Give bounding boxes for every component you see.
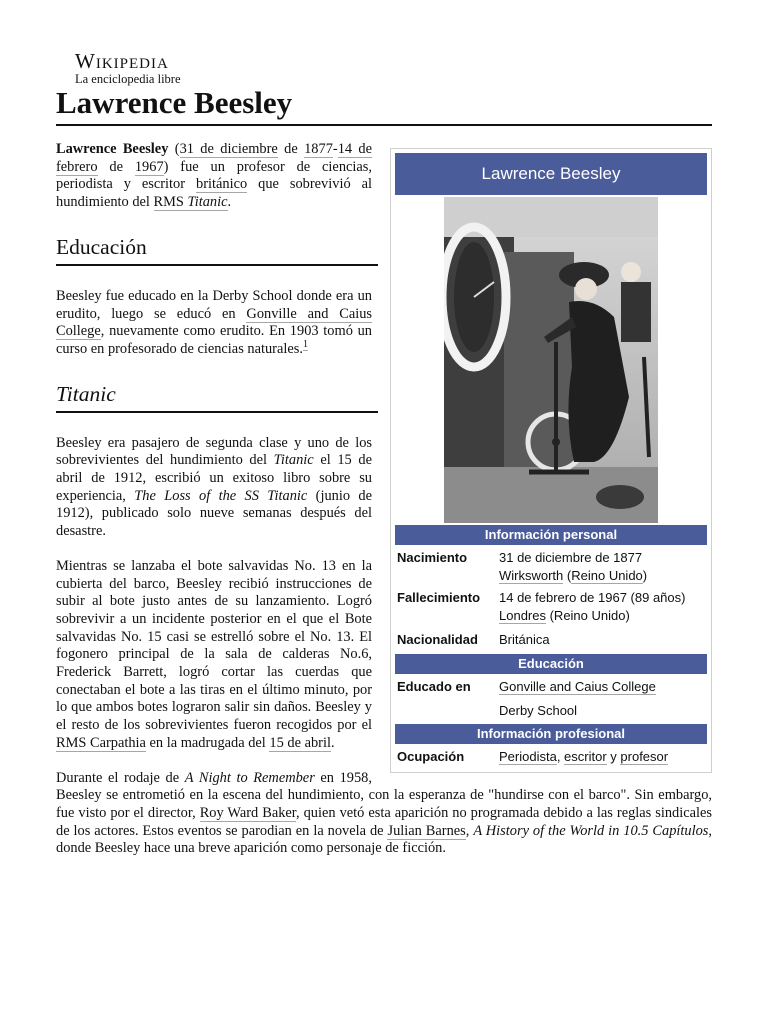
text: Mientras se lanzaba el bote salvavidas No. 13 en la cubierta del barco, Beesley recibió instrucciones de subir al bote justo antes de su lanzamiento. Logró sobrevivir a un incidente posterior en el que el Bote salvavidas No. 15 casi se estrelló sobre el No. 13. El fogonero principal de la sala de calderas No.6, Frederick Barrett, logró cortar las cuerdas que conectaban el bote a las tiras en el último minuto, por lo que ambos botes lograron salir sin daños. Beesley y el resto de los sobrevivientes fueron recogidos por el (56, 557, 372, 734)
text: . (330, 734, 335, 751)
section-header-education: Educación (395, 654, 707, 674)
link-british[interactable]: británico (196, 176, 248, 193)
article-body (56, 141, 712, 875)
death-country: (Reino Unido) (545, 608, 630, 623)
infobox-title: Lawrence Beesley (395, 153, 707, 195)
infobox (390, 148, 712, 773)
educated-row (395, 676, 707, 722)
link-death-year[interactable]: 1967 (134, 158, 164, 175)
section-header-personal: Información personal (395, 525, 707, 545)
text: . (227, 194, 232, 211)
heading-titanic: Titanic (56, 381, 378, 413)
occupation-link-journalist[interactable]: Periodista (499, 749, 557, 764)
college-link[interactable]: Gonville and Caius College (499, 679, 656, 694)
text: de (97, 158, 135, 175)
link-birth-year[interactable]: 1877 (304, 141, 333, 157)
birth-row: Nacimiento 31 de diciembre de 1877 Wirksworth (Reino Unido) (397, 550, 648, 583)
educated-label: Educado en (397, 679, 471, 694)
link-gonville-caius[interactable]: Gonville and Caius College (56, 305, 372, 340)
link-birth-date[interactable]: 31 de diciembre (179, 141, 278, 157)
link-rms-carpathia[interactable]: RMS Carpathia (56, 734, 146, 751)
nationality-value: Británica (499, 632, 550, 647)
death-label: Fallecimiento (397, 590, 481, 605)
film-title: A Night to Remember (184, 769, 315, 786)
text: el 15 de abril de 1912, escribió un exitoso libro sobre su experiencia, (56, 452, 372, 504)
text: , (465, 822, 474, 839)
link-15-april[interactable]: 15 de abril (269, 734, 331, 751)
text: RMS (153, 194, 188, 211)
text: - (332, 141, 338, 157)
text: ( (168, 141, 180, 157)
occupation-row (395, 746, 707, 768)
nationality-row (395, 627, 707, 652)
book-title: The Loss of the SS Titanic (134, 487, 308, 504)
death-place-link[interactable]: Londres (499, 608, 546, 623)
logo-wordmark: Wikipedia (75, 49, 169, 73)
heading-education: Educación (56, 234, 378, 266)
reference-1[interactable]: 1 (302, 339, 308, 351)
text: , nuevamente como erudito. En 1903 tomó un curso en profesorado de ciencias naturales. (56, 323, 372, 357)
text: Durante el rodaje de (56, 769, 185, 786)
logo-tagline: La enciclopedia libre (75, 72, 181, 86)
occupation-link-teacher[interactable]: profesor (620, 749, 669, 764)
text: Titanic (187, 194, 228, 211)
link-julian-barnes[interactable]: Julian Barnes (387, 822, 466, 839)
school-name: Derby School (499, 703, 578, 718)
text: de (277, 141, 305, 157)
link-rms-titanic[interactable] (154, 194, 228, 211)
link-death-date[interactable]: 14 de febrero (56, 141, 373, 175)
text: Titanic (273, 452, 314, 469)
text: ) fue un profesor de ciencias, periodista y escritor (56, 158, 372, 193)
text: en la madrugada del (145, 734, 270, 751)
death-row (395, 587, 707, 627)
section-header-professional: Información profesional (395, 724, 707, 744)
occupation-label: Ocupación (397, 749, 465, 764)
birth-place-link[interactable]: Wirksworth (499, 568, 564, 583)
text: Beesley era pasajero de segunda clase y uno de los sobrevivientes del hundimiento del (56, 434, 372, 469)
page-title: Lawrence Beesley (56, 84, 712, 126)
birth-country-link[interactable]: Reino Unido (571, 568, 643, 583)
text: Beesley fue educado en la Derby School donde era un erudito, luego se educó en (56, 287, 372, 322)
wikipedia-logo[interactable] (75, 50, 181, 86)
titanic-paragraph-3 (56, 770, 712, 859)
intro-bold-name: Lawrence Beesley (56, 141, 169, 157)
birth-label: Nacimiento (397, 550, 468, 565)
nationality-label: Nacionalidad (397, 632, 478, 647)
novel-title: A History of the World in 10.5 Capítulos (473, 822, 709, 839)
text: (junio de 1912), publicado solo nueve semanas después del desastre. (56, 487, 373, 540)
portrait-photo[interactable] (444, 197, 658, 523)
text: , quien vetó esta aparición no programada debido a las reglas sindicales de los actores. Estos eventos se parodian en la novela de (56, 804, 713, 839)
occupation-sep: , (556, 749, 565, 764)
birth-date: 31 de diciembre de 1877 (499, 550, 643, 565)
link-roy-ward-baker[interactable]: Roy Ward Baker (199, 804, 297, 821)
death-date: 14 de febrero de 1967 (89 años) (499, 590, 686, 605)
occupation-link-writer[interactable]: escritor (564, 749, 607, 764)
occupation-sep: y (606, 749, 621, 764)
text: que sobrevivió al hundimiento del (56, 176, 372, 211)
text: , donde Beesley hace una breve aparición como personaje de ficción. (56, 822, 712, 857)
text: en 1958, Beesley se entrometió en la escena del hundimiento, con la esperanza de "hundirse con el barco". Sin embargo, fue visto por el director, (56, 769, 712, 821)
